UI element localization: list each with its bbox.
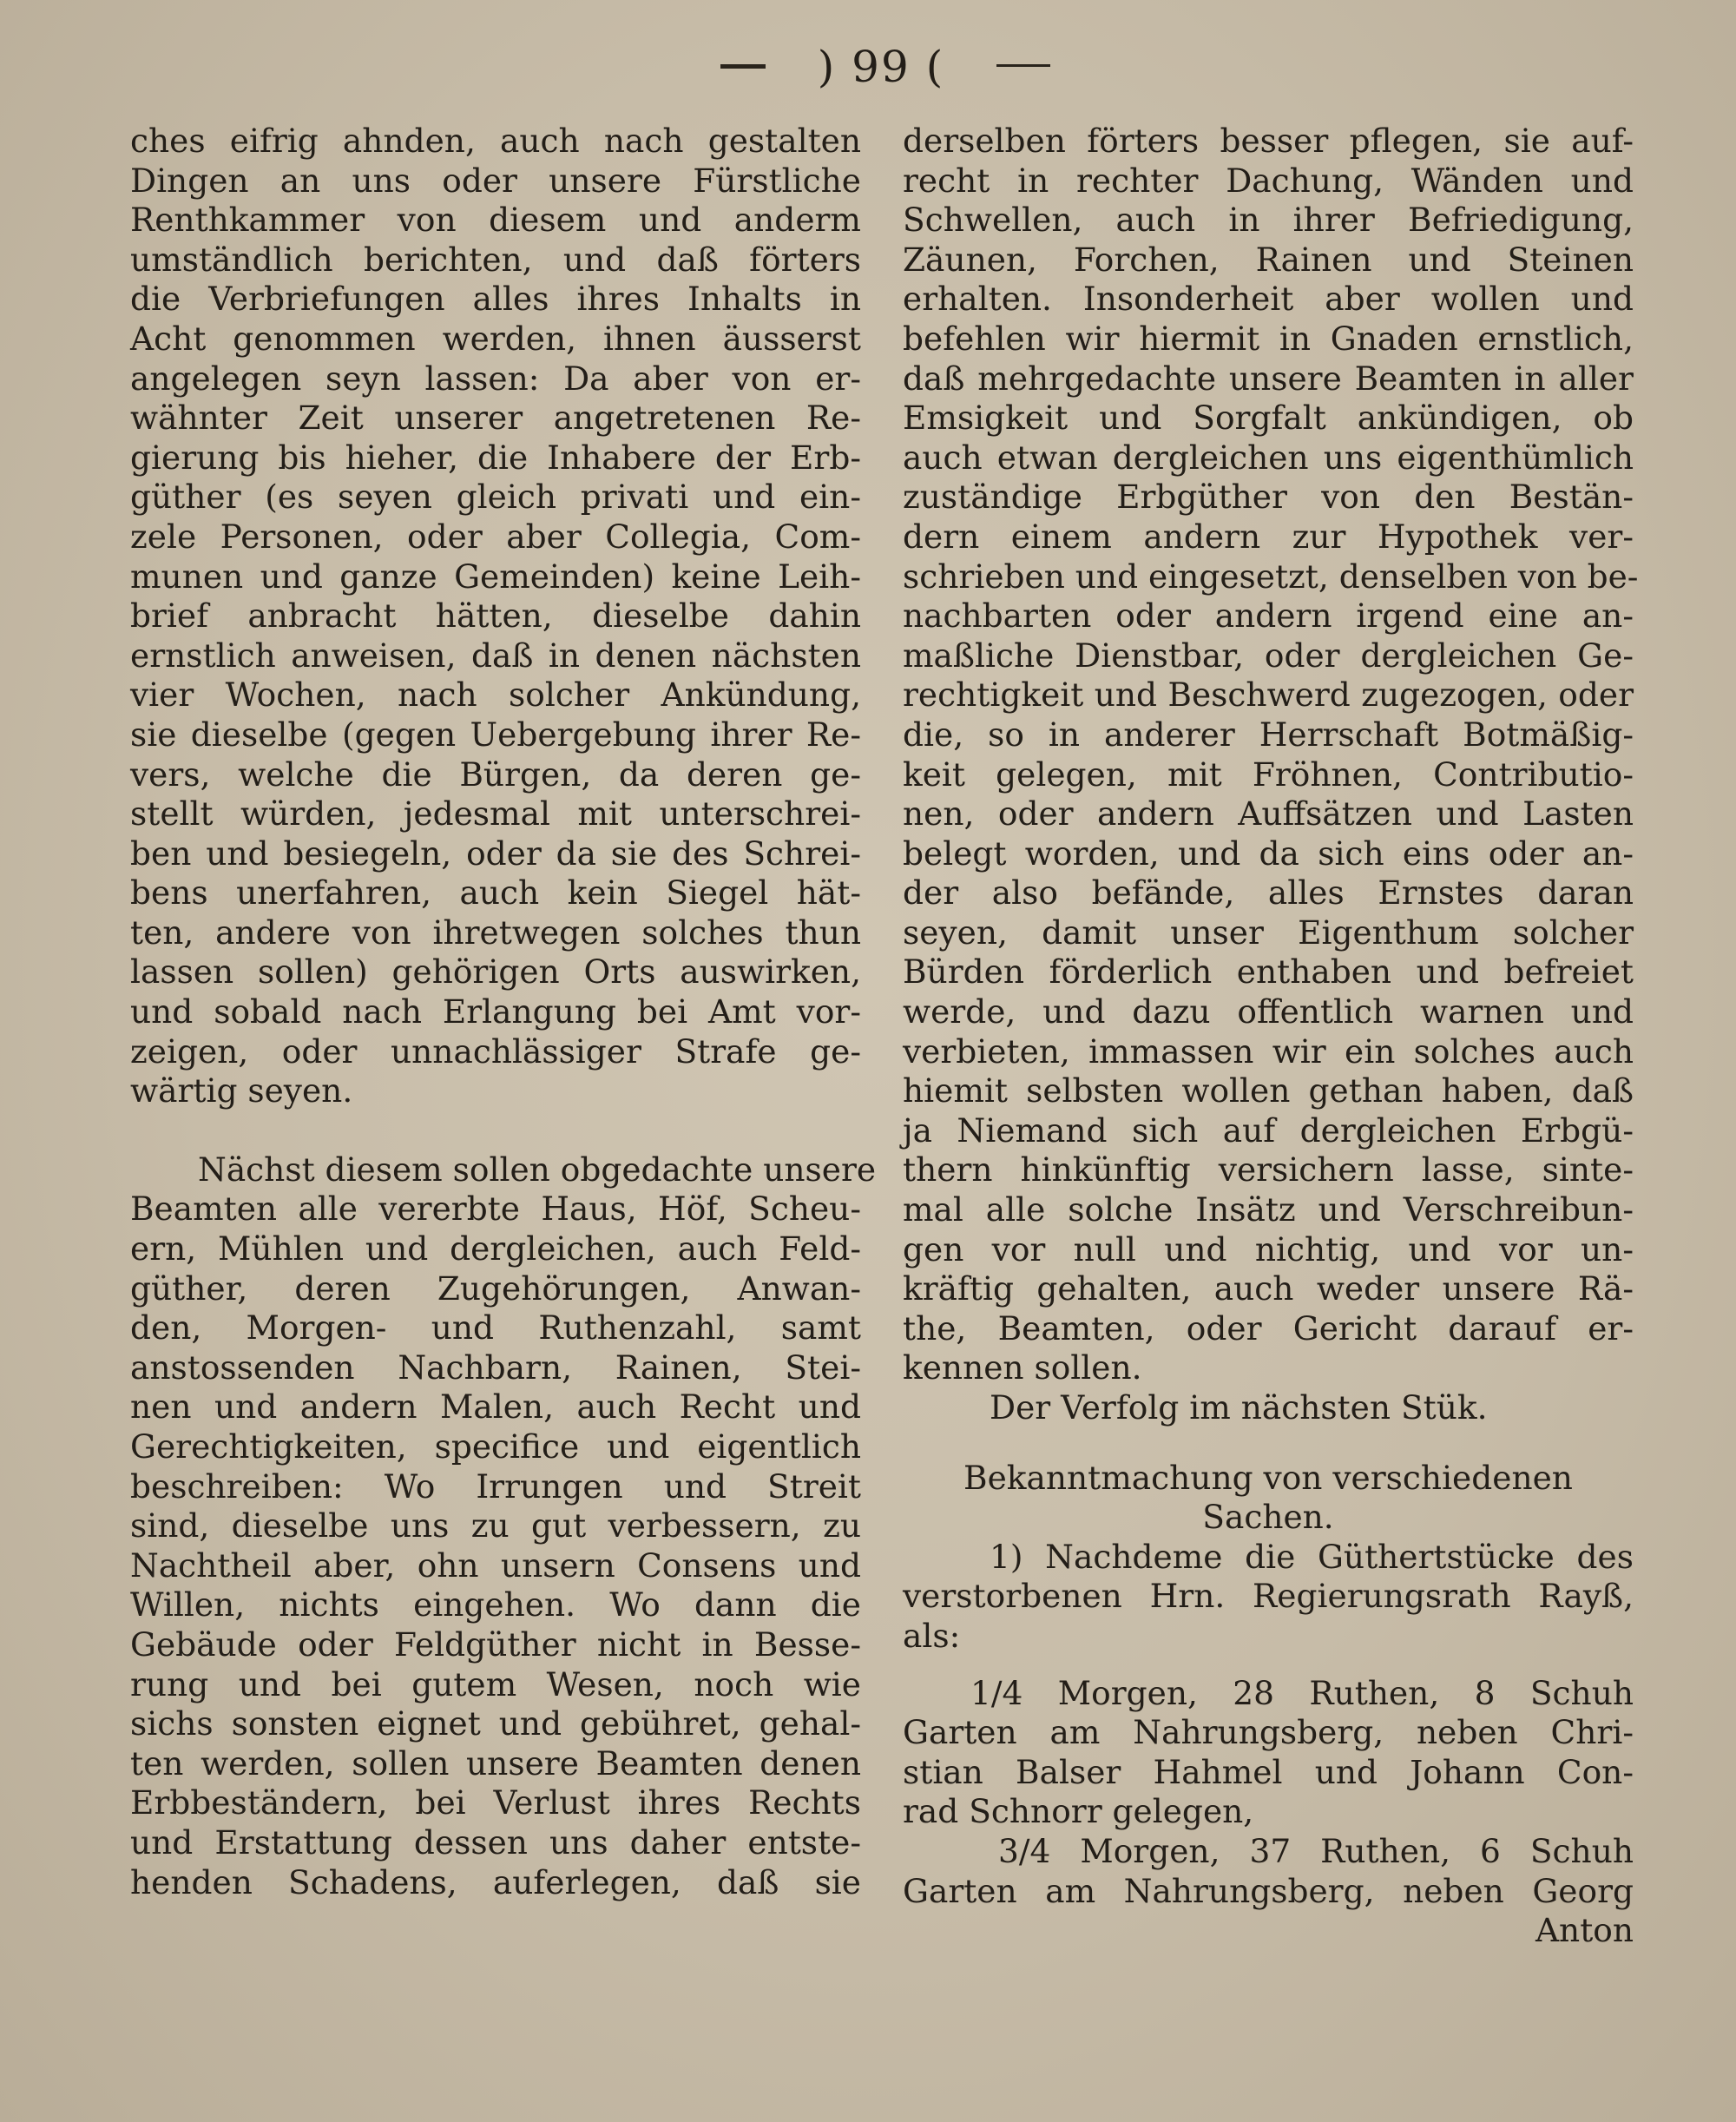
text-line: ern, Mühlen und dergleichen, auch Feld- <box>130 1229 861 1269</box>
paragraph-gap <box>903 1657 1634 1674</box>
text-line: sichs sonsten eignet und gebühret, gehal- <box>130 1704 861 1743</box>
text-line: befehlen wir hiermit in Gnaden ernstlich, <box>903 319 1634 358</box>
text-line: güther (es seyen gleich privati und ein- <box>130 478 861 517</box>
text-line: Schwellen, auch in ihrer Befriedigung, <box>903 201 1634 240</box>
text-line: gen vor null und nichtig, und vor un- <box>903 1229 1634 1269</box>
text-line: Gebäude oder Feldgüther nicht in Besse- <box>130 1624 861 1664</box>
header-rule-left <box>720 64 766 69</box>
text-line: maßliche Dienstbar, oder dergleichen Ge- <box>903 636 1634 675</box>
text-line: vier Wochen, nach solcher Ankündung, <box>130 675 861 715</box>
left-column <box>130 122 877 1902</box>
text-line: der also befände, alles Ernstes daran <box>903 873 1634 913</box>
text-line: die Verbriefungen alles ihres Inhalts in <box>130 280 861 319</box>
text-line: 3/4 Morgen, 37 Ruthen, 6 Schuh <box>998 1831 1634 1870</box>
text-line: rung und bei gutem Wesen, noch wie <box>130 1664 861 1704</box>
text-line: Garten am Nahrungsberg, neben Georg <box>903 1871 1634 1910</box>
text-line: nachbarten oder andern irgend eine an- <box>903 596 1634 636</box>
text-line: wärtig seyen. <box>130 1071 353 1110</box>
text-line: dern einem andern zur Hypothek ver- <box>903 517 1634 556</box>
text-line: kräftig gehalten, auch weder unsere Rä- <box>903 1269 1634 1308</box>
catchword: Anton <box>1535 1911 1634 1950</box>
text-line: rechtigkeit und Beschwerd zugezogen, oder <box>903 675 1634 715</box>
text-line: ches eifrig ahnden, auch nach gestalten <box>130 122 861 160</box>
text-line: werde, und dazu offentlich warnen und <box>903 992 1634 1031</box>
text-line: verstorbenen Hrn. Regierungsrath Rayß, <box>903 1577 1634 1616</box>
text-line: sind, dieselbe uns zu gut verbessern, zu <box>130 1506 861 1545</box>
text-line: hiemit selbsten wollen gethan haben, daß <box>903 1071 1634 1110</box>
text-line: umständlich berichten, und daß förters <box>130 240 861 279</box>
left-paragraph-1 <box>130 122 861 1111</box>
text-line: munen und ganze Gemeinden) keine Leih- <box>130 557 861 596</box>
text-line: Garten am Nahrungsberg, neben Chri- <box>903 1713 1634 1752</box>
text-line: belegt worden, und da sich eins oder an- <box>903 834 1634 873</box>
text-line: Nachtheil aber, ohn unsern Consens und <box>130 1545 861 1585</box>
text-line: auch etwan dergleichen uns eigenthümlich <box>903 438 1634 477</box>
text-line: verbieten, immassen wir ein solches auch <box>903 1031 1634 1071</box>
text-line: schrieben und eingesetzt, denselben von be- <box>903 557 1639 596</box>
text-line: Acht genommen werden, ihnen äusserst <box>130 319 861 358</box>
text-line: ben und besiegeln, oder da sie des Schrei- <box>130 834 861 873</box>
text-line: Zäunen, Forchen, Rainen und Steinen <box>903 240 1634 279</box>
text-line: sie dieselbe (gegen Uebergebung ihrer Re- <box>130 715 861 754</box>
text-line: zele Personen, oder aber Collegia, Com- <box>130 517 861 556</box>
text-line: the, Beamten, oder Gericht darauf er- <box>903 1308 1634 1348</box>
text-line: als: <box>903 1616 961 1655</box>
text-line: Willen, nichts eingehen. Wo dann die <box>130 1585 861 1624</box>
section-heading-continued: Sachen. <box>1202 1498 1334 1537</box>
text-line: stellt würden, jedesmal mit unterschrei- <box>130 794 861 834</box>
text-line: den, Morgen- und Ruthenzahl, samt <box>130 1308 861 1348</box>
text-line: keit gelegen, mit Fröhnen, Contributio- <box>903 755 1634 794</box>
text-line: Nächst diesem sollen obgedachte unsere <box>198 1150 877 1189</box>
text-line: henden Schadens, auferlegen, daß sie <box>130 1862 861 1901</box>
text-line: rad Schnorr gelegen, <box>903 1792 1254 1831</box>
page-number: ) 99 ( <box>817 42 945 92</box>
text-line: zuständige Erbgüther von den Bestän- <box>903 478 1634 517</box>
continued-notice: Der Verfolg im nächsten Stük. <box>990 1388 1488 1427</box>
paragraph-gap <box>130 1111 861 1150</box>
text-line: Dingen an uns oder unsere Fürstliche <box>130 161 861 200</box>
right-paragraph-1 <box>903 122 1639 1388</box>
text-line: beschreiben: Wo Irrungen und Streit <box>130 1466 861 1506</box>
text-line: mal alle solche Insätz und Verschreibun- <box>903 1190 1634 1229</box>
text-line: bens unerfahren, auch kein Siegel hät- <box>130 873 861 913</box>
text-line: die, so in anderer Herrschaft Botmäßig- <box>903 715 1634 754</box>
text-line: nen und andern Malen, auch Recht und <box>130 1387 861 1427</box>
text-line: nen, oder andern Auffsätzen und Lasten <box>903 794 1634 834</box>
text-line: stian Balser Hahmel und Johann Con- <box>903 1752 1634 1791</box>
left-paragraph-2 <box>130 1150 877 1902</box>
right-column <box>903 122 1639 1951</box>
text-line: seyen, damit unser Eigenthum solcher <box>903 913 1634 952</box>
header-rule-right <box>996 64 1050 67</box>
text-line: Bürden förderlich enthaben und befreiet <box>903 952 1634 992</box>
text-line: thern hinkünftig versichern lasse, sinte- <box>903 1150 1634 1190</box>
section-heading: Bekanntmachung von verschiedenen <box>963 1458 1573 1497</box>
text-line: wähnter Zeit unserer angetretenen Re- <box>130 399 861 438</box>
text-line: angelegen seyn lassen: Da aber von er- <box>130 359 861 398</box>
text-line: 1/4 Morgen, 28 Ruthen, 8 Schuh <box>970 1673 1634 1712</box>
text-line: lassen sollen) gehörigen Orts auswirken, <box>130 952 861 992</box>
text-line: Renthkammer von diesem und anderm <box>130 201 861 240</box>
text-line: brief anbracht hätten, dieselbe dahin <box>130 596 861 636</box>
text-line: ernstlich anweisen, daß in denen nächsten <box>130 636 861 675</box>
text-line: vers, welche die Bürgen, da deren ge- <box>130 755 861 794</box>
text-line: Gerechtigkeiten, specifice und eigentlich <box>130 1427 861 1466</box>
text-line: recht in rechter Dachung, Wänden und <box>903 161 1634 200</box>
text-line: daß mehrgedachte unsere Beamten in aller <box>903 359 1634 398</box>
text-line: ja Niemand sich auf dergleichen Erbgü- <box>903 1110 1634 1150</box>
text-line: anstossenden Nachbarn, Rainen, Stei- <box>130 1348 861 1387</box>
text-line: güther, deren Zugehörungen, Anwan- <box>130 1269 861 1308</box>
text-line: Beamten alle vererbte Haus, Höf, Scheu- <box>130 1190 861 1229</box>
text-line: Erbbeständern, bei Verlust ihres Rechts <box>130 1783 861 1822</box>
paragraph-gap <box>903 1428 1634 1459</box>
text-line: und Erstattung dessen uns daher entste- <box>130 1822 861 1862</box>
text-line: 1) Nachdeme die Güthertstücke des <box>990 1537 1634 1576</box>
text-line: ten werden, sollen unsere Beamten denen <box>130 1743 861 1783</box>
text-line: ten, andere von ihretwegen solches thun <box>130 913 861 952</box>
page-header <box>0 38 1736 108</box>
text-line: kennen sollen. <box>903 1348 1142 1387</box>
text-line: Emsigkeit und Sorgfalt ankündigen, ob <box>903 399 1634 438</box>
text-line: gierung bis hieher, die Inhabere der Erb- <box>130 438 861 477</box>
text-line: zeigen, oder unnachlässiger Strafe ge- <box>130 1031 861 1071</box>
text-line: derselben förters besser pflegen, sie auf- <box>903 122 1634 160</box>
text-line: und sobald nach Erlangung bei Amt vor- <box>130 992 861 1031</box>
text-line: erhalten. Insonderheit aber wollen und <box>903 280 1634 319</box>
